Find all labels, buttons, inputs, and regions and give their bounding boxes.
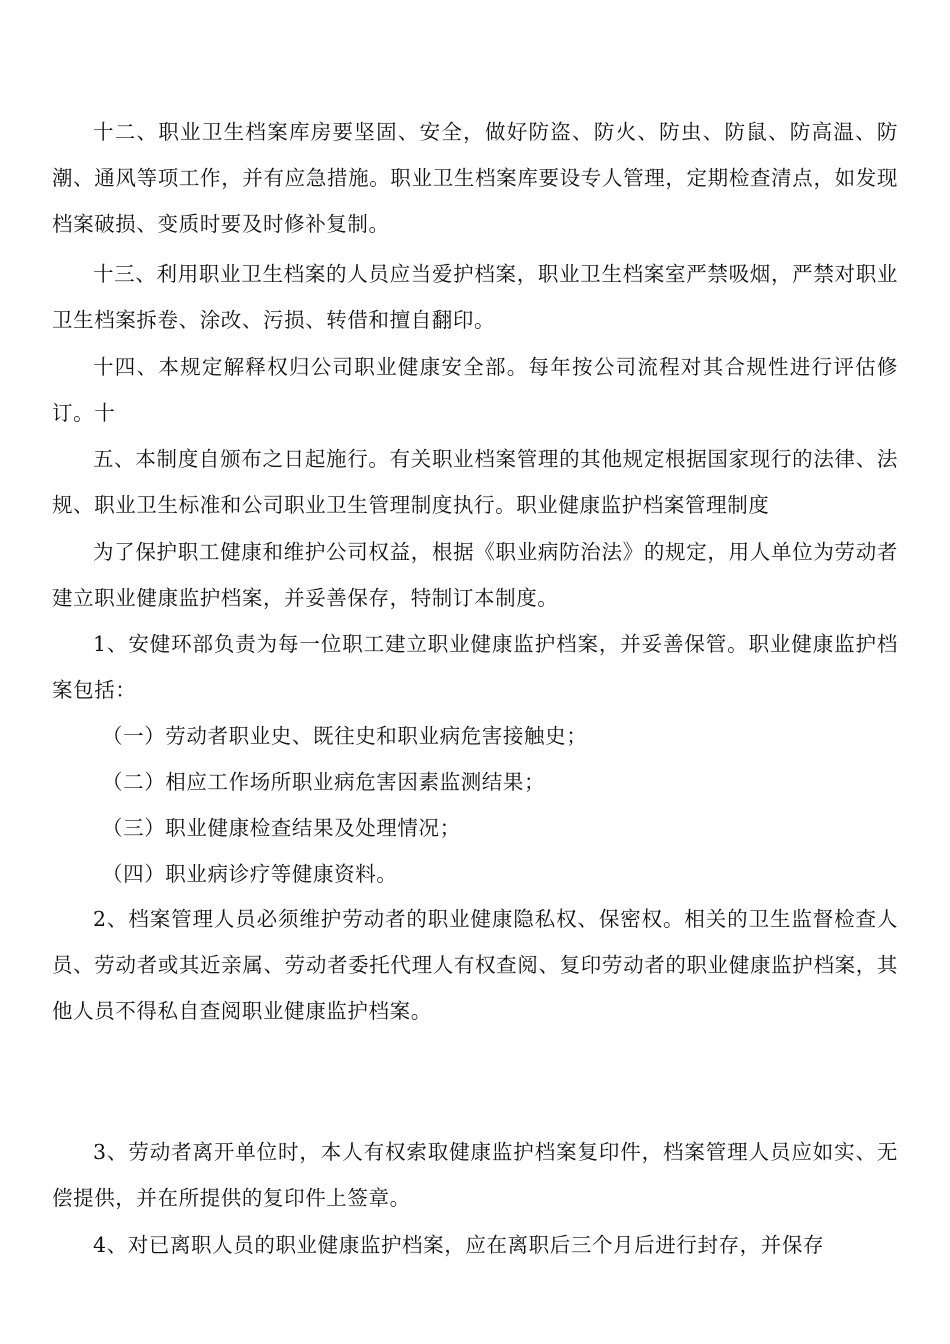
- paragraph-article-14: 十四、本规定解释权归公司职业健康安全部。每年按公司流程对其合规性进行评估修订。十: [52, 355, 898, 425]
- paragraph-item-1: 1、安健环部负责为每一位职工建立职业健康监护档案，并妥善保管。职业健康监护档案包括：: [52, 632, 898, 702]
- paragraph-item-4: 4、对已离职人员的职业健康监护档案，应在离职后三个月后进行封存，并保存: [93, 1233, 825, 1257]
- paragraph-article-12: 十二、职业卫生档案库房要坚固、安全，做好防盗、防火、防虫、防鼠、防高温、防潮、通风等项工作，并有应急措施。职业卫生档案库要设专人管理，定期检查清点，如发现档案破损、变质时要及时修补复制。: [52, 120, 898, 236]
- list-item-sub-3: （三）职业健康检查结果及处理情况；: [102, 816, 461, 840]
- paragraph-article-13: 十三、利用职业卫生档案的人员应当爱护档案，职业卫生档案室严禁吸烟，严禁对职业卫生档案拆卷、涂改、污损、转借和擅自翻印。: [52, 262, 898, 332]
- paragraph-item-3: 3、劳动者离开单位时，本人有权索取健康监护档案复印件，档案管理人员应如实、无偿提供，并在所提供的复印件上签章。: [52, 1140, 898, 1210]
- paragraph-article-15: 五、本制度自颁布之日起施行。有关职业档案管理的其他规定根据国家现行的法律、法规、职业卫生标准和公司职业卫生管理制度执行。职业健康监护档案管理制度: [52, 447, 898, 517]
- list-item-sub-1: （一）劳动者职业史、既往史和职业病危害接触史；: [102, 724, 588, 748]
- paragraph-intro: 为了保护职工健康和维护公司权益，根据《职业病防治法》的规定，用人单位为劳动者建立职业健康监护档案，并妥善保存，特制订本制度。: [52, 540, 898, 610]
- list-item-sub-4: （四）职业病诊疗等健康资料。: [102, 862, 398, 886]
- paragraph-item-2: 2、档案管理人员必须维护劳动者的职业健康隐私权、保密权。相关的卫生监督检查人员、劳动者或其近亲属、劳动者委托代理人有权查阅、复印劳动者的职业健康监护档案，其他人员不得私自查阅职业健康监护档案。: [52, 907, 898, 1023]
- list-item-sub-2: （二）相应工作场所职业病危害因素监测结果；: [102, 770, 546, 794]
